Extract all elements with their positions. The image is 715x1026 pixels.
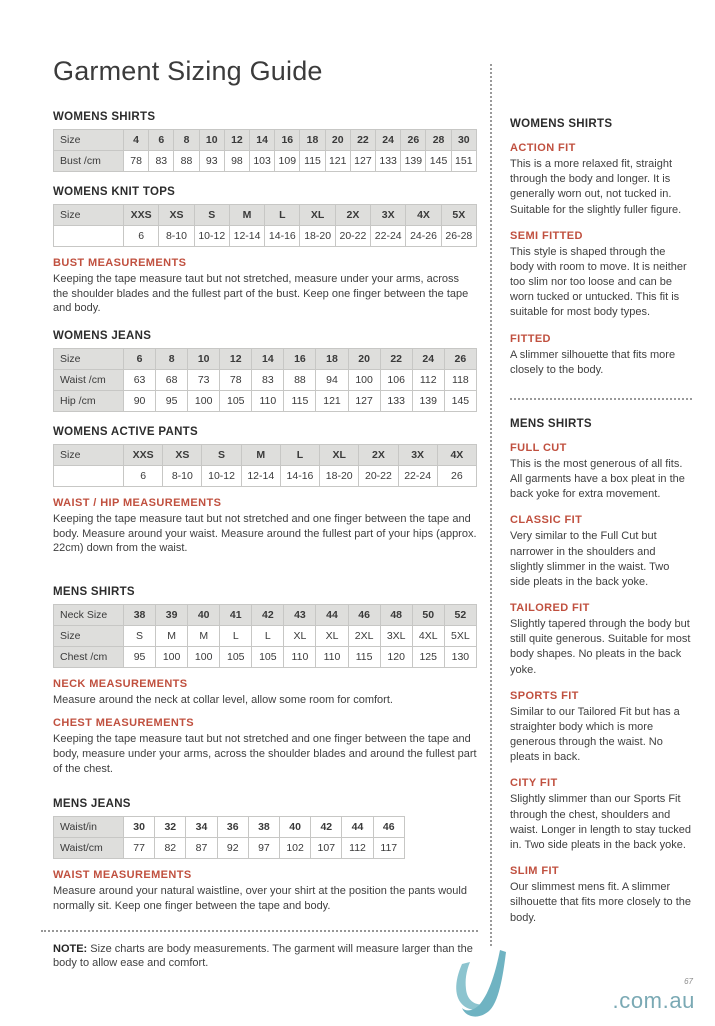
- size-value-cell: 100: [156, 646, 188, 667]
- measurement-heading: NECK MEASUREMENTS: [53, 677, 188, 690]
- size-value-cell: 42: [311, 817, 342, 838]
- row-label-cell: Waist /cm: [54, 369, 124, 390]
- size-value-cell: 5XL: [444, 625, 476, 646]
- brand-domain-text: .com.au: [612, 988, 695, 1013]
- size-value-cell: M: [188, 625, 220, 646]
- size-value-cell: 145: [444, 390, 476, 411]
- size-value-cell: 42: [252, 604, 284, 625]
- size-value-cell: 40: [280, 817, 311, 838]
- table-row: [54, 465, 477, 486]
- page-number: 67: [684, 977, 693, 986]
- size-value-cell: 105: [252, 646, 284, 667]
- size-value-cell: 26-28: [441, 226, 476, 247]
- size-value-cell: 22: [350, 130, 375, 151]
- table-row: [54, 205, 477, 226]
- size-value-cell: 92: [217, 838, 248, 859]
- size-value-cell: 4: [124, 130, 149, 151]
- size-table-section: [53, 426, 477, 487]
- size-value-cell: 4X: [406, 205, 441, 226]
- size-value-cell: 22: [380, 348, 412, 369]
- fit-description: [510, 333, 692, 378]
- fit-name: CITY FIT: [510, 777, 558, 790]
- size-value-cell: 73: [188, 369, 220, 390]
- size-value-cell: 12-14: [229, 226, 264, 247]
- size-value-cell: XL: [316, 625, 348, 646]
- size-value-cell: 16: [284, 348, 316, 369]
- size-value-cell: 110: [284, 646, 316, 667]
- size-value-cell: 117: [373, 838, 404, 859]
- note-divider: [41, 930, 478, 932]
- page-title: Garment Sizing Guide: [53, 56, 323, 86]
- fit-description: [510, 230, 692, 321]
- table-row: [54, 390, 477, 411]
- size-value-cell: 87: [186, 838, 217, 859]
- measurement-note: [53, 678, 477, 708]
- size-value-cell: 83: [252, 369, 284, 390]
- size-value-cell: 110: [316, 646, 348, 667]
- size-value-cell: 151: [451, 151, 476, 172]
- size-value-cell: 18-20: [320, 465, 359, 486]
- fit-name: SPORTS FIT: [510, 689, 579, 702]
- size-value-cell: 115: [284, 390, 316, 411]
- section-heading: MENS JEANS: [53, 798, 131, 811]
- size-value-cell: M: [156, 625, 188, 646]
- size-value-cell: S: [124, 625, 156, 646]
- size-value-cell: XL: [300, 205, 335, 226]
- size-value-cell: 39: [156, 604, 188, 625]
- size-value-cell: 110: [252, 390, 284, 411]
- size-value-cell: 78: [124, 151, 149, 172]
- left-column: [53, 56, 477, 971]
- size-value-cell: 24-26: [406, 226, 441, 247]
- size-value-cell: 125: [412, 646, 444, 667]
- measurement-note: [53, 257, 477, 316]
- size-value-cell: 105: [220, 646, 252, 667]
- section-heading: WOMENS JEANS: [53, 329, 152, 342]
- size-value-cell: 3XL: [380, 625, 412, 646]
- size-value-cell: XXS: [124, 205, 159, 226]
- measurement-heading: WAIST / HIP MEASUREMENTS: [53, 496, 222, 509]
- fit-name: ACTION FIT: [510, 142, 576, 154]
- size-value-cell: XS: [163, 444, 202, 465]
- size-value-cell: 22-24: [371, 226, 406, 247]
- size-value-cell: 88: [174, 151, 199, 172]
- size-value-cell: 20-22: [335, 226, 370, 247]
- size-value-cell: 52: [444, 604, 476, 625]
- fit-name: CLASSIC FIT: [510, 514, 583, 527]
- fit-group-heading: WOMENS SHIRTS: [510, 118, 613, 130]
- fit-text: This is the most generous of all fits. All garments have a box pleat in the back yoke for extra movement.: [510, 457, 685, 501]
- table-row: [54, 369, 477, 390]
- size-value-cell: 127: [348, 390, 380, 411]
- size-value-cell: M: [241, 444, 280, 465]
- size-value-cell: 14: [252, 348, 284, 369]
- table-row: [54, 646, 477, 667]
- size-value-cell: 50: [412, 604, 444, 625]
- size-value-cell: 88: [284, 369, 316, 390]
- row-label-cell: Size: [54, 348, 124, 369]
- size-table: [53, 816, 405, 859]
- fit-text: Similar to our Tailored Fit but has a straighter body which is more generous through the waist. No pleats in back.: [510, 705, 680, 764]
- size-value-cell: 121: [316, 390, 348, 411]
- table-row: [54, 838, 405, 859]
- size-value-cell: 95: [156, 390, 188, 411]
- fit-text: Our slimmest mens fit. A slimmer silhouette that fits more closely to the body.: [510, 881, 691, 924]
- measurement-text: Measure around the neck at collar level, allow some room for comfort.: [53, 693, 393, 706]
- size-value-cell: 12: [224, 130, 249, 151]
- size-value-cell: 109: [275, 151, 300, 172]
- size-value-cell: L: [220, 625, 252, 646]
- size-value-cell: 41: [220, 604, 252, 625]
- size-value-cell: 8: [174, 130, 199, 151]
- size-value-cell: 68: [156, 369, 188, 390]
- size-value-cell: 106: [380, 369, 412, 390]
- size-value-cell: 133: [380, 390, 412, 411]
- size-value-cell: 46: [373, 817, 404, 838]
- row-label-cell: Size: [54, 205, 124, 226]
- size-value-cell: 103: [250, 151, 275, 172]
- size-value-cell: 32: [155, 817, 186, 838]
- section-heading: MENS SHIRTS: [53, 585, 135, 598]
- size-value-cell: 14-16: [265, 226, 300, 247]
- size-value-cell: 24: [412, 348, 444, 369]
- size-value-cell: 38: [124, 604, 156, 625]
- size-value-cell: 8-10: [163, 465, 202, 486]
- size-value-cell: 20: [325, 130, 350, 151]
- row-label-cell: Chest /cm: [54, 646, 124, 667]
- size-value-cell: XL: [320, 444, 359, 465]
- row-label-cell: Size: [54, 444, 124, 465]
- size-value-cell: 6: [124, 226, 159, 247]
- measurement-heading: WAIST MEASUREMENTS: [53, 869, 192, 882]
- size-value-cell: 3X: [398, 444, 437, 465]
- table-row: [54, 226, 477, 247]
- size-table: [53, 604, 477, 668]
- measurement-text: Keeping the tape measure taut but not stretched, measure under your arms, across the shoulder blades and the fullest part of the bust. Keep one finger between the tape and body.: [53, 273, 469, 315]
- size-table-section: [53, 111, 477, 172]
- size-value-cell: 115: [348, 646, 380, 667]
- size-value-cell: 6: [149, 130, 174, 151]
- size-value-cell: M: [229, 205, 264, 226]
- fit-group: [510, 118, 692, 378]
- size-value-cell: 36: [217, 817, 248, 838]
- size-value-cell: 97: [248, 838, 279, 859]
- size-table: [53, 444, 477, 487]
- fit-name: FITTED: [510, 332, 551, 345]
- size-value-cell: 12: [220, 348, 252, 369]
- fit-description: [510, 865, 692, 926]
- size-value-cell: 2XL: [348, 625, 380, 646]
- size-value-cell: 95: [124, 646, 156, 667]
- size-value-cell: 14-16: [280, 465, 319, 486]
- size-value-cell: 26: [401, 130, 426, 151]
- fit-text: Slightly tapered through the body but still quite generous. Suitable for most body shapes. No pleats in the back yoke.: [510, 618, 691, 676]
- size-value-cell: 4XL: [412, 625, 444, 646]
- row-label-cell: Size: [54, 130, 124, 151]
- size-value-cell: 8-10: [159, 226, 194, 247]
- size-value-cell: 20: [348, 348, 380, 369]
- fit-group: [510, 398, 692, 926]
- fit-description: [510, 142, 692, 218]
- size-value-cell: 44: [342, 817, 373, 838]
- size-value-cell: 24: [376, 130, 401, 151]
- size-table-section: [53, 330, 477, 412]
- fit-list: [510, 142, 692, 378]
- brand-logo-u-icon: [448, 948, 512, 1020]
- size-value-cell: 46: [348, 604, 380, 625]
- fit-name: SLIM FIT: [510, 865, 560, 878]
- size-value-cell: 121: [325, 151, 350, 172]
- size-value-cell: L: [252, 625, 284, 646]
- fit-description: [510, 690, 692, 766]
- size-value-cell: 82: [155, 838, 186, 859]
- size-value-cell: 115: [300, 151, 325, 172]
- fit-text: Slightly slimmer than our Sports Fit through the chest, shoulders and waist. Longer in length to stay tucked in. Two side pleats in the back yoke.: [510, 793, 691, 851]
- size-table: [53, 204, 477, 247]
- fit-name: SEMI FITTED: [510, 229, 583, 242]
- fit-group-heading: MENS SHIRTS: [510, 417, 592, 430]
- measurement-text: Keeping the tape measure taut but not stretched and one finger between the tape and body. Measure around your waist. Measure around the fullest part of your hips (approx. 22cm) down from the waist.: [53, 512, 477, 555]
- table-row: [54, 130, 477, 151]
- size-table-section: [53, 586, 477, 668]
- size-value-cell: XXS: [124, 444, 163, 465]
- size-value-cell: 14: [250, 130, 275, 151]
- row-label-cell: [54, 465, 124, 486]
- row-label-cell: Waist/in: [54, 817, 124, 838]
- table-row: [54, 151, 477, 172]
- measurement-note: [53, 717, 477, 776]
- size-value-cell: 105: [220, 390, 252, 411]
- size-value-cell: 100: [188, 390, 220, 411]
- fit-description: [510, 602, 692, 678]
- row-label-cell: [54, 226, 124, 247]
- row-label-cell: Bust /cm: [54, 151, 124, 172]
- size-value-cell: 78: [220, 369, 252, 390]
- size-value-cell: 20-22: [359, 465, 398, 486]
- size-value-cell: 10-12: [194, 226, 229, 247]
- size-charts: [53, 111, 477, 914]
- size-value-cell: 133: [376, 151, 401, 172]
- size-value-cell: 5X: [441, 205, 476, 226]
- table-row: [54, 444, 477, 465]
- size-value-cell: L: [265, 205, 300, 226]
- table-row: [54, 817, 405, 838]
- table-row: [54, 604, 477, 625]
- size-value-cell: 22-24: [398, 465, 437, 486]
- size-value-cell: 112: [342, 838, 373, 859]
- row-label-cell: Hip /cm: [54, 390, 124, 411]
- size-value-cell: 26: [437, 465, 476, 486]
- measurement-heading: BUST MEASUREMENTS: [53, 257, 187, 269]
- fit-list: [510, 442, 692, 926]
- section-heading: WOMENS ACTIVE PANTS: [53, 425, 198, 438]
- fit-description: [510, 442, 692, 503]
- size-value-cell: 6: [124, 465, 163, 486]
- size-value-cell: 94: [316, 369, 348, 390]
- row-label-cell: Waist/cm: [54, 838, 124, 859]
- size-value-cell: 6: [124, 348, 156, 369]
- size-value-cell: 118: [444, 369, 476, 390]
- fit-text: This style is shaped through the body with room to move. It is neither too slim nor too loose and can be worn tucked or untucked. This fit is suitable for most body types.: [510, 245, 687, 319]
- size-value-cell: S: [202, 444, 241, 465]
- size-value-cell: XL: [284, 625, 316, 646]
- size-table-section: [53, 186, 477, 247]
- row-label-cell: Neck Size: [54, 604, 124, 625]
- size-value-cell: S: [194, 205, 229, 226]
- size-value-cell: 18: [316, 348, 348, 369]
- size-value-cell: 28: [426, 130, 451, 151]
- size-value-cell: 112: [412, 369, 444, 390]
- measurement-heading: CHEST MEASUREMENTS: [53, 717, 195, 730]
- size-value-cell: 130: [444, 646, 476, 667]
- size-value-cell: 90: [124, 390, 156, 411]
- fit-text: Very similar to the Full Cut but narrower in the shoulders and slightly slimmer in the waist. Two side pleats in the back yoke.: [510, 530, 670, 588]
- section-heading: WOMENS SHIRTS: [53, 111, 156, 123]
- size-value-cell: L: [280, 444, 319, 465]
- fit-name: FULL CUT: [510, 441, 567, 454]
- note-label: NOTE:: [53, 942, 88, 955]
- size-value-cell: 26: [444, 348, 476, 369]
- size-value-cell: 120: [380, 646, 412, 667]
- size-value-cell: 3X: [371, 205, 406, 226]
- size-value-cell: XS: [159, 205, 194, 226]
- size-value-cell: 30: [124, 817, 155, 838]
- size-value-cell: 34: [186, 817, 217, 838]
- size-value-cell: 2X: [335, 205, 370, 226]
- size-value-cell: 139: [412, 390, 444, 411]
- size-value-cell: 12-14: [241, 465, 280, 486]
- size-value-cell: 77: [124, 838, 155, 859]
- fit-name: TAILORED FIT: [510, 602, 590, 615]
- row-label-cell: Size: [54, 625, 124, 646]
- size-value-cell: 100: [188, 646, 220, 667]
- fit-description: [510, 514, 692, 590]
- measurement-note: [53, 869, 477, 913]
- column-divider: [490, 64, 492, 946]
- size-value-cell: 43: [284, 604, 316, 625]
- measurement-text: Keeping the tape measure taut but not stretched and one finger between the tape and body, measure under your arms, across the shoulder blades and around the fullest part of the chest.: [53, 733, 477, 775]
- size-value-cell: 4X: [437, 444, 476, 465]
- right-column: [510, 118, 692, 926]
- size-value-cell: 18-20: [300, 226, 335, 247]
- size-value-cell: 93: [199, 151, 224, 172]
- size-value-cell: 10: [199, 130, 224, 151]
- size-value-cell: 2X: [359, 444, 398, 465]
- size-value-cell: 48: [380, 604, 412, 625]
- size-value-cell: 83: [149, 151, 174, 172]
- size-value-cell: 139: [401, 151, 426, 172]
- fit-description: [510, 777, 692, 853]
- size-value-cell: 98: [224, 151, 249, 172]
- size-value-cell: 10-12: [202, 465, 241, 486]
- section-heading: WOMENS KNIT TOPS: [53, 186, 176, 198]
- size-value-cell: 8: [156, 348, 188, 369]
- fit-text: A slimmer silhouette that fits more closely to the body.: [510, 348, 676, 376]
- size-value-cell: 102: [280, 838, 311, 859]
- footer-note: [53, 942, 477, 972]
- size-value-cell: 16: [275, 130, 300, 151]
- fit-text: This is a more relaxed fit, straight through the body and longer. It is generally worn out, not tucked in. Suitable for the slightly fuller figure.: [510, 158, 682, 216]
- size-table-section: [53, 798, 477, 859]
- size-table: [53, 348, 477, 412]
- size-value-cell: 30: [451, 130, 476, 151]
- measurement-note: [53, 497, 477, 556]
- size-value-cell: 38: [248, 817, 279, 838]
- note-text: Size charts are body measurements. The garment will measure larger than the body to allow ease and comfort.: [53, 942, 473, 970]
- size-value-cell: 40: [188, 604, 220, 625]
- size-table: [53, 129, 477, 172]
- size-value-cell: 10: [188, 348, 220, 369]
- measurement-text: Measure around your natural waistline, over your shirt at the position the pants would normally sit. Keep one finger between the tape and body.: [53, 885, 467, 912]
- table-row: [54, 348, 477, 369]
- size-value-cell: 44: [316, 604, 348, 625]
- size-value-cell: 100: [348, 369, 380, 390]
- size-value-cell: 63: [124, 369, 156, 390]
- size-value-cell: 127: [350, 151, 375, 172]
- table-row: [54, 625, 477, 646]
- size-value-cell: 145: [426, 151, 451, 172]
- size-value-cell: 18: [300, 130, 325, 151]
- size-value-cell: 107: [311, 838, 342, 859]
